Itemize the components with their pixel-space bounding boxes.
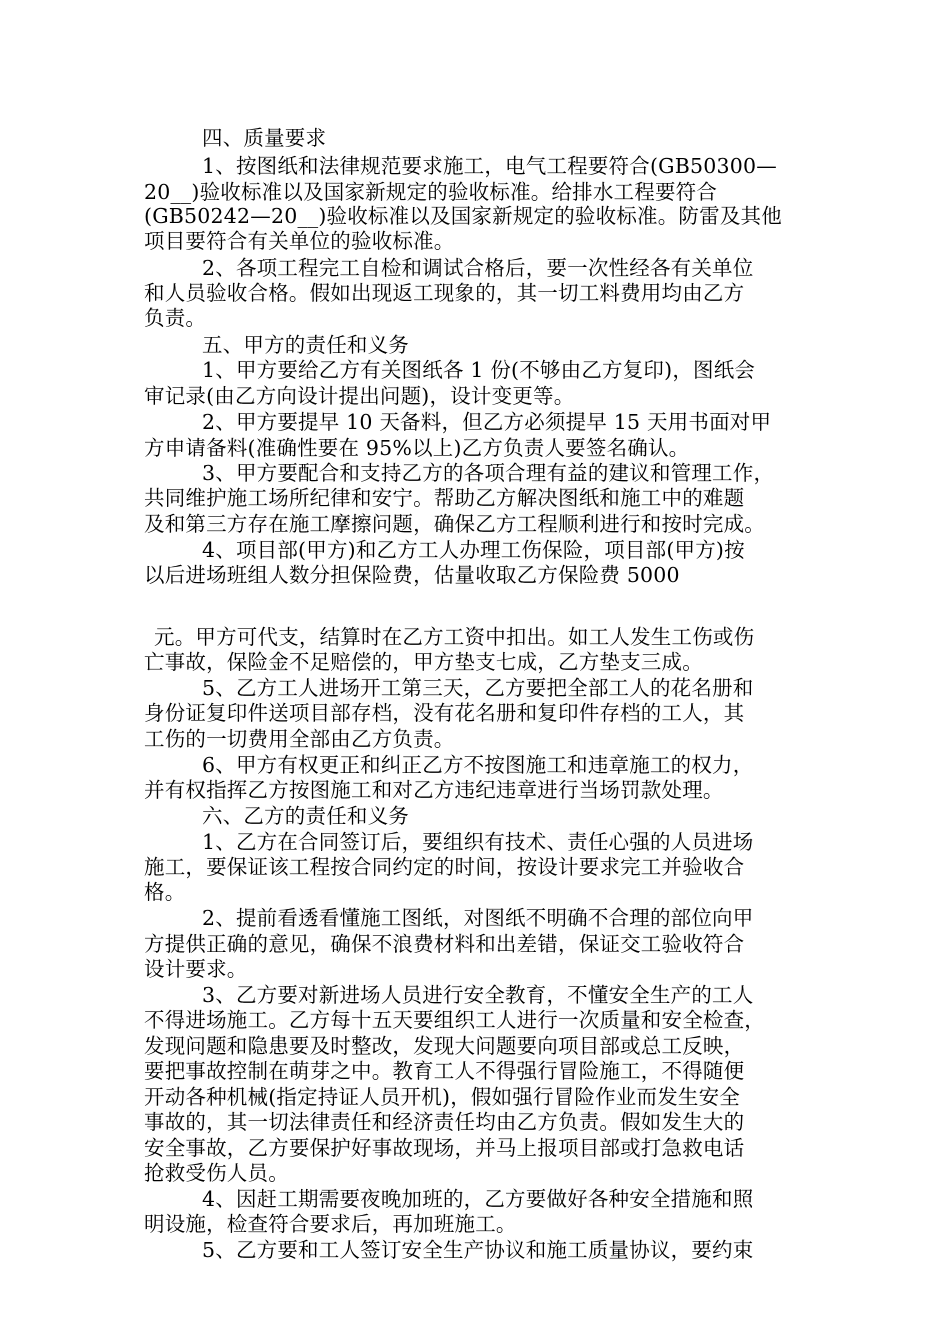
section-heading-party-a: 五、甲方的责任和义务 (202, 333, 409, 357)
paragraph-line: 方申请备料(准确性要在 95%以上)乙方负责人要签名确认。 (144, 436, 690, 460)
paragraph-line: 5、乙方工人进场开工第三天，乙方要把全部工人的花名册和 (202, 676, 754, 700)
paragraph-line: 2、各项工程完工自检和调试合格后，要一次性经各有关单位 (202, 256, 754, 280)
paragraph-line: 3、乙方要对新进场人员进行安全教育，不懂安全生产的工人 (202, 983, 754, 1007)
paragraph-line: 1、乙方在合同签订后，要组织有技术、责任心强的人员进场 (202, 830, 754, 854)
paragraph-line: 4、因赶工期需要夜晚加班的，乙方要做好各种安全措施和照 (202, 1187, 754, 1211)
paragraph-line: 1、甲方要给乙方有关图纸各 1 份(不够由乙方复印)，图纸会 (202, 358, 756, 382)
paragraph-line: 共同维护施工场所纪律和安宁。帮助乙方解决图纸和施工中的难题 (144, 486, 745, 510)
paragraph-line: 审记录(由乙方向设计提出问题)，设计变更等。 (144, 384, 575, 408)
paragraph-line: 以后进场班组人数分担保险费，估量收取乙方保险费 5000 (144, 563, 680, 587)
paragraph-line: 1、按图纸和法律规范要求施工，电气工程要符合(GB50300— (202, 154, 777, 178)
paragraph-line: 20__)验收标准以及国家新规定的验收标准。给排水工程要符合 (144, 180, 718, 204)
paragraph-line: 事故的，其一切法律责任和经济责任均由乙方负责。假如发生大的 (144, 1110, 745, 1134)
paragraph-line: 开动各种机械(指定持证人员开机)，假如强行冒险作业而发生安全 (144, 1085, 740, 1109)
paragraph-line: (GB50242—20__)验收标准以及国家新规定的验收标准。防雷及其他 (144, 204, 782, 228)
paragraph-line: 设计要求。 (144, 957, 248, 981)
paragraph-line: 及和第三方存在施工摩擦问题，确保乙方工程顺利进行和按时完成。 (144, 512, 765, 536)
paragraph-line: 2、提前看透看懂施工图纸，对图纸不明确不合理的部位向甲 (202, 906, 754, 930)
paragraph-line: 亡事故，保险金不足赔偿的，甲方垫支七成，乙方垫支三成。 (144, 650, 703, 674)
paragraph-line: 元。甲方可代支，结算时在乙方工资中扣出。如工人发生工伤或伤 (154, 625, 755, 649)
paragraph-line: 和人员验收合格。假如出现返工现象的，其一切工料费用均由乙方 (144, 281, 745, 305)
paragraph-line: 并有权指挥乙方按图施工和对乙方违纪违章进行当场罚款处理。 (144, 778, 724, 802)
paragraph-line: 不得进场施工。乙方每十五天要组织工人进行一次质量和安全检查， (144, 1008, 765, 1032)
paragraph-line: 发现问题和隐患要及时整改，发现大问题要向项目部或总工反映， (144, 1034, 745, 1058)
paragraph-line: 格。 (144, 880, 186, 904)
paragraph-line: 方提供正确的意见，确保不浪费材料和出差错，保证交工验收符合 (144, 932, 745, 956)
paragraph-line: 安全事故，乙方要保护好事故现场，并马上报项目部或打急救电话 (144, 1136, 745, 1160)
paragraph-line: 负责。 (144, 306, 207, 330)
paragraph-line: 6、甲方有权更正和纠正乙方不按图施工和违章施工的权力， (202, 753, 754, 777)
paragraph-line: 4、项目部(甲方)和乙方工人办理工伤保险，项目部(甲方)按 (202, 538, 745, 562)
section-heading-quality: 四、质量要求 (202, 126, 327, 150)
paragraph-line: 5、乙方要和工人签订安全生产协议和施工质量协议，要约束 (202, 1238, 754, 1262)
section-heading-party-b: 六、乙方的责任和义务 (202, 804, 409, 828)
paragraph-line: 施工，要保证该工程按合同约定的时间，按设计要求完工并验收合 (144, 855, 745, 879)
paragraph-line: 3、甲方要配合和支持乙方的各项合理有益的建议和管理工作， (202, 461, 775, 485)
paragraph-line: 工伤的一切费用全部由乙方负责。 (144, 727, 455, 751)
paragraph-line: 2、甲方要提早 10 天备料，但乙方必须提早 15 天用书面对甲 (202, 410, 772, 434)
paragraph-line: 项目要符合有关单位的验收标准。 (144, 229, 455, 253)
paragraph-line: 要把事故控制在萌芽之中。教育工人不得强行冒险施工，不得随便 (144, 1059, 745, 1083)
paragraph-line: 明设施，检查符合要求后，再加班施工。 (144, 1212, 517, 1236)
paragraph-line: 抢救受伤人员。 (144, 1161, 289, 1185)
paragraph-line: 身份证复印件送项目部存档，没有花名册和复印件存档的工人，其 (144, 701, 745, 725)
